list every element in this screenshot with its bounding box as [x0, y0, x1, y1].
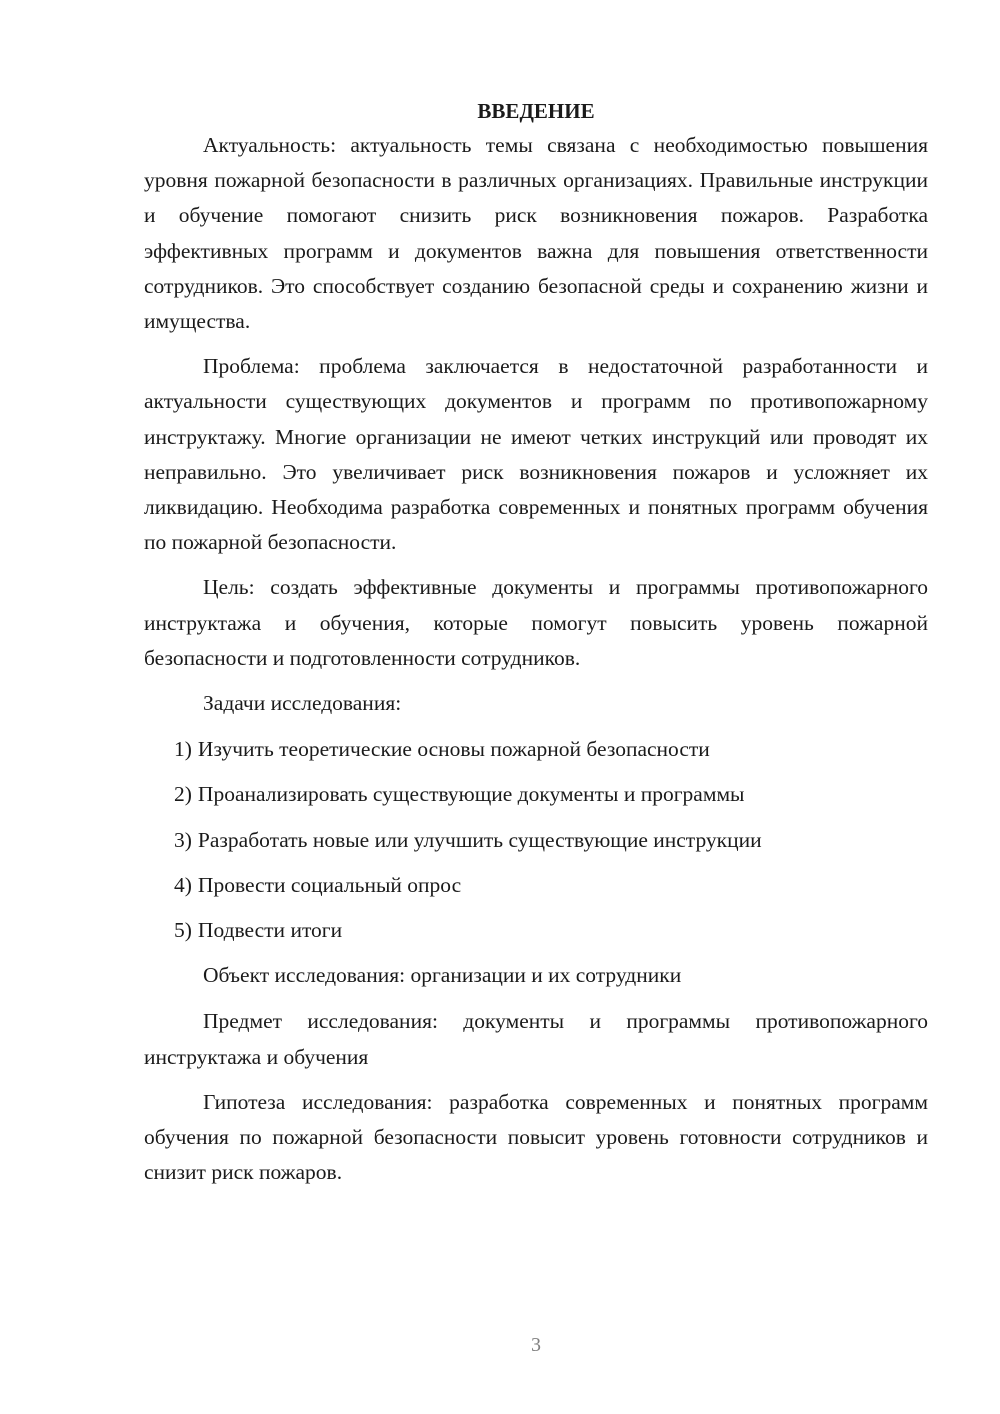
- list-item-number: 2): [174, 782, 192, 807]
- list-item-text: Провести социальный опрос: [197, 872, 462, 897]
- list-item-text: Изучить теоретические основы пожарной безопасности: [197, 737, 710, 762]
- paragraph-relevance: Актуальность: актуальность темы связана с необходимостью повышения уровня пожарной безопасности в различных организациях. Правильные инструкции и обучение помогают снизить риск возникновения пожаров. Разработка эффективных программ и документов важна для повышения ответственности сотрудников. Это способствует созданию безопасной среды и сохранению жизни и имущества.: [144, 133, 928, 334]
- paragraph-subject: Предмет исследования: документы и программы противопожарного инструктажа и обучения: [144, 1009, 928, 1069]
- list-item-number: 5): [174, 918, 192, 943]
- list-item: [144, 913, 928, 948]
- list-item: [144, 823, 928, 858]
- paragraph-problem: Проблема: проблема заключается в недостаточной разработанности и актуальности существующих документов и программ по противопожарному инструктажу. Многие организации не имеют четких инструкций или проводят их неправильно. Это увеличивает риск возникновения пожаров и усложняет их ликвидацию. Необходима разработка современных и понятных программ обучения по пожарной безопасности.: [144, 354, 928, 555]
- list-item: [144, 868, 928, 903]
- tasks-list: [144, 732, 928, 948]
- document-page: [144, 96, 928, 1200]
- list-item-number: 1): [174, 737, 192, 762]
- list-item-text: Подвести итоги: [197, 918, 343, 943]
- list-item-number: 3): [174, 827, 192, 852]
- tasks-heading: Задачи исследования:: [203, 691, 402, 716]
- list-item-number: 4): [174, 872, 192, 897]
- list-item: [144, 732, 928, 767]
- list-item-text: Проанализировать существующие документы и программы: [197, 782, 745, 807]
- list-item: [144, 777, 928, 812]
- page-title: ВВЕДЕНИЕ: [477, 99, 595, 123]
- paragraph-object: Объект исследования: организации и их сотрудники: [203, 963, 682, 988]
- paragraph-goal: Цель: создать эффективные документы и программы противопожарного инструктажа и обучения, которые помогут повысить уровень пожарной безопасности и подготовленности сотрудников.: [144, 575, 928, 670]
- paragraph-hypothesis: Гипотеза исследования: разработка современных и понятных программ обучения по пожарной безопасности повысит уровень готовности сотрудников и снизит риск пожаров.: [144, 1089, 928, 1185]
- list-item-text: Разработать новые или улучшить существующие инструкции: [197, 827, 762, 852]
- page-number: 3: [531, 1334, 541, 1356]
